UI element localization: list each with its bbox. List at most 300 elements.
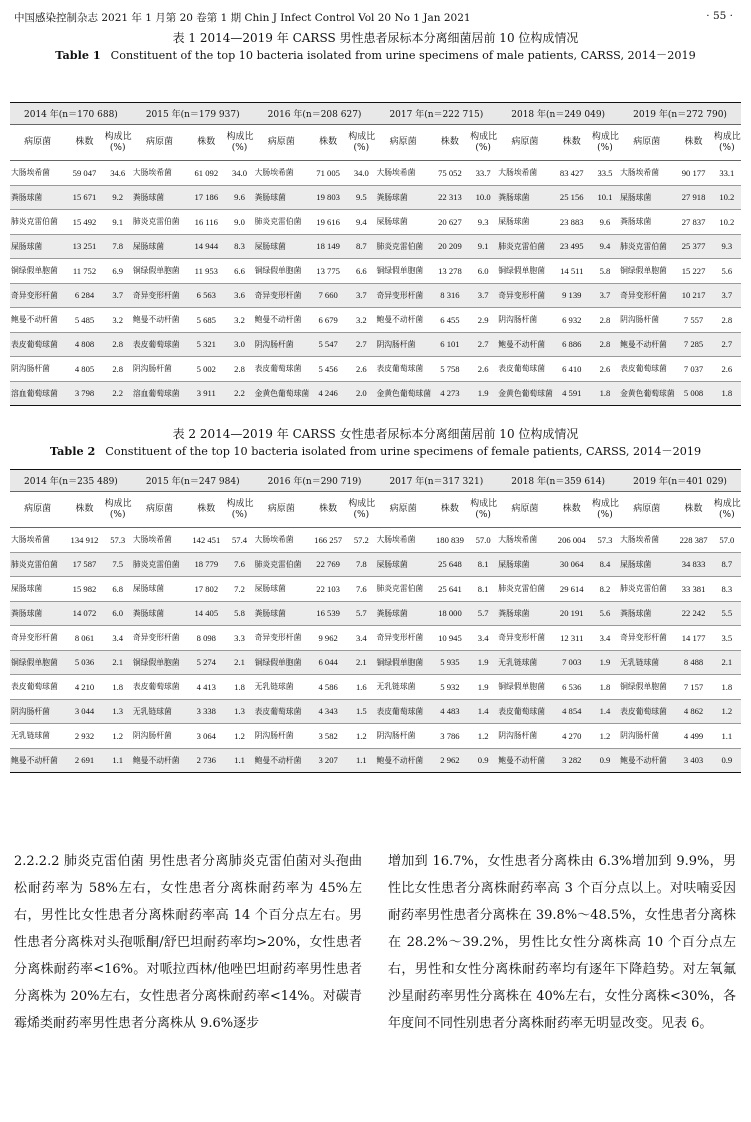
- ratio-cell: 7.2: [225, 577, 253, 602]
- pathogen-cell: 铜绿假单胞菌: [619, 675, 674, 700]
- count-cell: 12 311: [553, 626, 591, 651]
- ratio-cell: 1.9: [469, 675, 497, 700]
- column-header-pathogen: 病原菌: [10, 125, 65, 161]
- count-cell: 25 648: [431, 552, 469, 577]
- ratio-cell: 6.0: [104, 601, 132, 626]
- pathogen-cell: 表皮葡萄球菌: [132, 332, 187, 357]
- count-cell: 59 047: [65, 161, 103, 186]
- ratio-cell: 2.1: [347, 650, 375, 675]
- ratio-cell: 3.4: [104, 626, 132, 651]
- pathogen-cell: 鲍曼不动杆菌: [497, 332, 552, 357]
- ratio-cell: 1.8: [713, 381, 741, 406]
- count-cell: 4 273: [431, 381, 469, 406]
- count-cell: 3 582: [309, 724, 347, 749]
- ratio-cell: 3.7: [713, 283, 741, 308]
- pathogen-cell: 屎肠球菌: [375, 552, 430, 577]
- column-header-count: 株数: [431, 125, 469, 161]
- ratio-cell: 2.2: [104, 381, 132, 406]
- count-cell: 19 803: [309, 185, 347, 210]
- ratio-cell: 1.3: [104, 699, 132, 724]
- pathogen-cell: 无乳链球菌: [375, 675, 430, 700]
- count-cell: 7 157: [674, 675, 712, 700]
- count-cell: 6 410: [553, 357, 591, 382]
- ratio-cell: 8.7: [347, 234, 375, 259]
- year-header: 2017 年(n＝317 321): [375, 470, 497, 492]
- ratio-cell: 1.8: [104, 675, 132, 700]
- pathogen-cell: 屎肠球菌: [497, 552, 552, 577]
- ratio-label: 构成比: [591, 498, 619, 509]
- pathogen-cell: 大肠埃希菌: [375, 528, 430, 553]
- ratio-cell: 3.2: [225, 308, 253, 333]
- count-cell: 4 586: [309, 675, 347, 700]
- pathogen-cell: 奇异变形杆菌: [132, 626, 187, 651]
- ratio-label: 构成比: [713, 131, 741, 142]
- pathogen-cell: 屎肠球菌: [254, 234, 309, 259]
- pathogen-cell: 鲍曼不动杆菌: [254, 748, 309, 773]
- count-cell: 7 003: [553, 650, 591, 675]
- table-row: [10, 699, 741, 724]
- ratio-cell: 2.8: [104, 332, 132, 357]
- ratio-unit: (%): [597, 142, 613, 153]
- pathogen-cell: 奇异变形杆菌: [375, 283, 430, 308]
- column-header-ratio: [347, 125, 375, 161]
- ratio-cell: 5.6: [591, 601, 619, 626]
- ratio-cell: 1.8: [591, 381, 619, 406]
- count-cell: 83 427: [553, 161, 591, 186]
- ratio-cell: 34.0: [225, 161, 253, 186]
- count-cell: 17 802: [187, 577, 225, 602]
- count-cell: 3 282: [553, 748, 591, 773]
- year-header: 2019 年(n＝272 790): [619, 103, 741, 125]
- pathogen-cell: 肺炎克雷伯菌: [10, 210, 65, 235]
- table-row: [10, 161, 741, 186]
- pathogen-cell: 肺炎克雷伯菌: [375, 577, 430, 602]
- count-cell: 5 932: [431, 675, 469, 700]
- ratio-cell: 57.2: [347, 528, 375, 553]
- table-row: [10, 357, 741, 382]
- body-column-left: 2.2.2.2 肺炎克雷伯菌 男性患者分离肺炎克雷伯菌对头孢曲松耐药率为 58%左右，女性患者分离株耐药率为 45%左右，男性比女性患者分离株耐药率高 14 个百分点左右。男性患者分离株对头孢哌酮/舒巴坦耐药率均>20%，女性患者分离株耐药率<16%。对哌拉西林/他唑巴坦耐药率男性患者分离株为 20%左右，女性患者分离株耐药率<14%。对碳青霉烯类耐药率男性患者分离株从 9.6%逐步: [14, 854, 362, 1031]
- ratio-cell: 6.0: [469, 259, 497, 284]
- column-header-count: 株数: [553, 125, 591, 161]
- pathogen-cell: 肺炎克雷伯菌: [619, 234, 674, 259]
- pathogen-cell: 粪肠球菌: [132, 185, 187, 210]
- pathogen-cell: 奇异变形杆菌: [375, 626, 430, 651]
- ratio-unit: (%): [719, 142, 735, 153]
- year-header: 2018 年(n＝359 614): [497, 470, 619, 492]
- table-row: [10, 675, 741, 700]
- pathogen-cell: 屎肠球菌: [10, 577, 65, 602]
- ratio-cell: 1.2: [347, 724, 375, 749]
- count-cell: 166 257: [309, 528, 347, 553]
- ratio-cell: 3.4: [469, 626, 497, 651]
- ratio-label: 构成比: [348, 498, 376, 509]
- count-cell: 23 495: [553, 234, 591, 259]
- pathogen-cell: 表皮葡萄球菌: [619, 357, 674, 382]
- ratio-cell: 3.2: [347, 308, 375, 333]
- pathogen-cell: 阴沟肠杆菌: [619, 724, 674, 749]
- count-cell: 10 217: [674, 283, 712, 308]
- table-row: [10, 283, 741, 308]
- ratio-cell: 1.2: [225, 724, 253, 749]
- ratio-cell: 9.3: [469, 210, 497, 235]
- table-row: [10, 724, 741, 749]
- ratio-cell: 5.7: [469, 601, 497, 626]
- count-cell: 11 752: [65, 259, 103, 284]
- ratio-cell: 8.2: [591, 577, 619, 602]
- count-cell: 2 932: [65, 724, 103, 749]
- ratio-label: 构成比: [226, 498, 254, 509]
- ratio-cell: 2.7: [347, 332, 375, 357]
- ratio-label: 构成比: [226, 131, 254, 142]
- ratio-cell: 1.8: [713, 675, 741, 700]
- count-cell: 206 004: [553, 528, 591, 553]
- count-cell: 2 736: [187, 748, 225, 773]
- count-cell: 5 456: [309, 357, 347, 382]
- count-cell: 6 536: [553, 675, 591, 700]
- pathogen-cell: 表皮葡萄球菌: [254, 357, 309, 382]
- ratio-cell: 34.6: [104, 161, 132, 186]
- count-cell: 3 403: [674, 748, 712, 773]
- count-cell: 3 044: [65, 699, 103, 724]
- table2-title-en: Constituent of the top 10 bacteria isolated from urine specimens of female patients, CARSS, 2014－2019: [105, 445, 702, 458]
- count-cell: 17 587: [65, 552, 103, 577]
- pathogen-cell: 鲍曼不动杆菌: [375, 308, 430, 333]
- pathogen-cell: 铜绿假单胞菌: [132, 650, 187, 675]
- count-cell: 18 000: [431, 601, 469, 626]
- count-cell: 4 808: [65, 332, 103, 357]
- count-cell: 14 072: [65, 601, 103, 626]
- count-cell: 6 679: [309, 308, 347, 333]
- table-row: [10, 626, 741, 651]
- year-header: 2017 年(n＝222 715): [375, 103, 497, 125]
- pathogen-cell: 屎肠球菌: [132, 577, 187, 602]
- ratio-cell: 6.6: [347, 259, 375, 284]
- count-cell: 10 945: [431, 626, 469, 651]
- column-header-ratio: [225, 125, 253, 161]
- ratio-cell: 9.6: [225, 185, 253, 210]
- pathogen-cell: 大肠埃希菌: [10, 161, 65, 186]
- pathogen-cell: 粪肠球菌: [10, 185, 65, 210]
- ratio-cell: 2.9: [469, 308, 497, 333]
- pathogen-cell: 粪肠球菌: [619, 601, 674, 626]
- count-cell: 3 064: [187, 724, 225, 749]
- column-header-pathogen: 病原菌: [375, 125, 430, 161]
- ratio-cell: 3.3: [225, 626, 253, 651]
- pathogen-cell: 屎肠球菌: [375, 210, 430, 235]
- ratio-cell: 10.2: [713, 210, 741, 235]
- count-cell: 6 563: [187, 283, 225, 308]
- year-header: 2014 年(n＝170 688): [10, 103, 132, 125]
- pathogen-cell: 屎肠球菌: [254, 577, 309, 602]
- ratio-cell: 1.6: [347, 675, 375, 700]
- count-cell: 11 953: [187, 259, 225, 284]
- count-cell: 4 591: [553, 381, 591, 406]
- pathogen-cell: 阴沟肠杆菌: [497, 724, 552, 749]
- table-row: [10, 185, 741, 210]
- ratio-cell: 3.0: [225, 332, 253, 357]
- pathogen-cell: 表皮葡萄球菌: [254, 699, 309, 724]
- pathogen-cell: 阴沟肠杆菌: [10, 699, 65, 724]
- ratio-cell: 8.3: [225, 234, 253, 259]
- count-cell: 5 758: [431, 357, 469, 382]
- count-cell: 27 837: [674, 210, 712, 235]
- column-header-ratio: [591, 492, 619, 528]
- ratio-cell: 7.6: [225, 552, 253, 577]
- pathogen-cell: 铜绿假单胞菌: [619, 259, 674, 284]
- ratio-cell: 34.0: [347, 161, 375, 186]
- count-cell: 7 037: [674, 357, 712, 382]
- count-cell: 13 251: [65, 234, 103, 259]
- ratio-cell: 33.5: [591, 161, 619, 186]
- pathogen-cell: 表皮葡萄球菌: [497, 699, 552, 724]
- pathogen-cell: 大肠埃希菌: [619, 528, 674, 553]
- ratio-cell: 2.6: [713, 357, 741, 382]
- pathogen-cell: 粪肠球菌: [375, 185, 430, 210]
- count-cell: 5 685: [187, 308, 225, 333]
- count-cell: 22 242: [674, 601, 712, 626]
- pathogen-cell: 奇异变形杆菌: [619, 626, 674, 651]
- count-cell: 33 381: [674, 577, 712, 602]
- pathogen-cell: 阴沟肠杆菌: [254, 724, 309, 749]
- pathogen-cell: 粪肠球菌: [254, 185, 309, 210]
- column-header-pathogen: 病原菌: [254, 125, 309, 161]
- count-cell: 5 547: [309, 332, 347, 357]
- table-row: [10, 259, 741, 284]
- ratio-cell: 3.7: [591, 283, 619, 308]
- column-header-count: 株数: [187, 125, 225, 161]
- ratio-cell: 9.6: [591, 210, 619, 235]
- ratio-cell: 5.7: [347, 601, 375, 626]
- count-cell: 25 377: [674, 234, 712, 259]
- count-cell: 15 671: [65, 185, 103, 210]
- pathogen-cell: 表皮葡萄球菌: [375, 699, 430, 724]
- count-cell: 15 492: [65, 210, 103, 235]
- count-cell: 6 886: [553, 332, 591, 357]
- pathogen-cell: 无乳链球菌: [497, 650, 552, 675]
- column-header-count: 株数: [674, 125, 712, 161]
- ratio-cell: 33.1: [713, 161, 741, 186]
- pathogen-cell: 金黄色葡萄球菌: [619, 381, 674, 406]
- column-header-ratio: [104, 125, 132, 161]
- ratio-cell: 2.1: [104, 650, 132, 675]
- column-header-ratio: [347, 492, 375, 528]
- pathogen-cell: 阴沟肠杆菌: [132, 357, 187, 382]
- ratio-cell: 0.9: [469, 748, 497, 773]
- pathogen-cell: 大肠埃希菌: [375, 161, 430, 186]
- ratio-cell: 2.1: [225, 650, 253, 675]
- pathogen-cell: 奇异变形杆菌: [497, 283, 552, 308]
- pathogen-cell: 表皮葡萄球菌: [10, 332, 65, 357]
- column-header-pathogen: 病原菌: [10, 492, 65, 528]
- pathogen-cell: 无乳链球菌: [254, 675, 309, 700]
- pathogen-cell: 阴沟肠杆菌: [375, 332, 430, 357]
- count-cell: 2 691: [65, 748, 103, 773]
- pathogen-cell: 大肠埃希菌: [497, 528, 552, 553]
- table-row: [10, 748, 741, 773]
- table1-title-en: Constituent of the top 10 bacteria isolated from urine specimens of male patients, CARSS, 2014－2019: [110, 49, 696, 62]
- count-cell: 71 005: [309, 161, 347, 186]
- pathogen-cell: 屎肠球菌: [497, 210, 552, 235]
- pathogen-cell: 大肠埃希菌: [10, 528, 65, 553]
- pathogen-cell: 屎肠球菌: [132, 234, 187, 259]
- ratio-unit: (%): [597, 509, 613, 520]
- count-cell: 22 769: [309, 552, 347, 577]
- count-cell: 8 316: [431, 283, 469, 308]
- column-header-count: 株数: [65, 125, 103, 161]
- ratio-cell: 3.7: [347, 283, 375, 308]
- ratio-cell: 9.5: [347, 185, 375, 210]
- year-header: 2015 年(n＝247 984): [132, 470, 254, 492]
- count-cell: 4 854: [553, 699, 591, 724]
- ratio-cell: 2.8: [713, 308, 741, 333]
- pathogen-cell: 粪肠球菌: [254, 601, 309, 626]
- column-header-count: 株数: [309, 492, 347, 528]
- count-cell: 20 209: [431, 234, 469, 259]
- count-cell: 61 092: [187, 161, 225, 186]
- table1-caption: [0, 30, 751, 64]
- count-cell: 25 641: [431, 577, 469, 602]
- column-header-count: 株数: [309, 125, 347, 161]
- column-header-count: 株数: [674, 492, 712, 528]
- pathogen-cell: 鲍曼不动杆菌: [132, 748, 187, 773]
- column-header-count: 株数: [65, 492, 103, 528]
- column-header-ratio: [469, 492, 497, 528]
- count-cell: 3 786: [431, 724, 469, 749]
- pathogen-cell: 粪肠球菌: [619, 210, 674, 235]
- pathogen-cell: 肺炎克雷伯菌: [132, 210, 187, 235]
- table-row: [10, 552, 741, 577]
- ratio-unit: (%): [475, 509, 491, 520]
- count-cell: 13 278: [431, 259, 469, 284]
- pathogen-cell: 铜绿假单胞菌: [10, 259, 65, 284]
- ratio-cell: 1.9: [591, 650, 619, 675]
- ratio-label: 构成比: [470, 131, 498, 142]
- ratio-cell: 2.0: [347, 381, 375, 406]
- pathogen-cell: 奇异变形杆菌: [254, 283, 309, 308]
- ratio-cell: 1.8: [225, 675, 253, 700]
- ratio-cell: 10.1: [591, 185, 619, 210]
- pathogen-cell: 阴沟肠杆菌: [619, 308, 674, 333]
- pathogen-cell: 表皮葡萄球菌: [619, 699, 674, 724]
- ratio-label: 构成比: [713, 498, 741, 509]
- count-cell: 3 338: [187, 699, 225, 724]
- ratio-cell: 57.3: [104, 528, 132, 553]
- count-cell: 228 387: [674, 528, 712, 553]
- table-row: [10, 308, 741, 333]
- ratio-cell: 2.8: [591, 308, 619, 333]
- ratio-cell: 3.2: [104, 308, 132, 333]
- ratio-cell: 1.1: [713, 724, 741, 749]
- pathogen-cell: 溶血葡萄球菌: [10, 381, 65, 406]
- ratio-cell: 5.8: [591, 259, 619, 284]
- column-header-pathogen: 病原菌: [497, 492, 552, 528]
- pathogen-cell: 表皮葡萄球菌: [132, 675, 187, 700]
- pathogen-cell: 肺炎克雷伯菌: [132, 552, 187, 577]
- table1: [10, 102, 741, 406]
- pathogen-cell: 表皮葡萄球菌: [497, 357, 552, 382]
- count-cell: 5 036: [65, 650, 103, 675]
- count-cell: 14 944: [187, 234, 225, 259]
- ratio-unit: (%): [109, 142, 126, 153]
- pathogen-cell: 无乳链球菌: [132, 699, 187, 724]
- ratio-cell: 3.7: [104, 283, 132, 308]
- column-header-pathogen: 病原菌: [619, 492, 674, 528]
- ratio-cell: 2.7: [469, 332, 497, 357]
- ratio-cell: 9.4: [347, 210, 375, 235]
- count-cell: 5 321: [187, 332, 225, 357]
- table1-label-en: Table 1: [55, 48, 101, 62]
- count-cell: 5 935: [431, 650, 469, 675]
- ratio-cell: 7.8: [104, 234, 132, 259]
- column-header-pathogen: 病原菌: [132, 125, 187, 161]
- count-cell: 16 539: [309, 601, 347, 626]
- pathogen-cell: 鲍曼不动杆菌: [132, 308, 187, 333]
- pathogen-cell: 表皮葡萄球菌: [10, 675, 65, 700]
- count-cell: 5 002: [187, 357, 225, 382]
- ratio-cell: 6.9: [104, 259, 132, 284]
- column-header-pathogen: 病原菌: [497, 125, 552, 161]
- ratio-cell: 1.4: [591, 699, 619, 724]
- ratio-label: 构成比: [348, 131, 376, 142]
- table2-caption: [0, 426, 751, 460]
- table2: [10, 469, 741, 773]
- column-header-pathogen: 病原菌: [619, 125, 674, 161]
- ratio-cell: 9.0: [225, 210, 253, 235]
- pathogen-cell: 金黄色葡萄球菌: [254, 381, 309, 406]
- year-header: 2018 年(n＝249 049): [497, 103, 619, 125]
- ratio-cell: 6.6: [225, 259, 253, 284]
- pathogen-cell: 鲍曼不动杆菌: [497, 748, 552, 773]
- ratio-unit: (%): [231, 509, 248, 520]
- ratio-cell: 0.9: [713, 748, 741, 773]
- count-cell: 8 488: [674, 650, 712, 675]
- pathogen-cell: 铜绿假单胞菌: [254, 259, 309, 284]
- pathogen-cell: 鲍曼不动杆菌: [619, 332, 674, 357]
- table-row: [10, 577, 741, 602]
- count-cell: 20 191: [553, 601, 591, 626]
- ratio-cell: 0.9: [591, 748, 619, 773]
- count-cell: 2 962: [431, 748, 469, 773]
- count-cell: 6 932: [553, 308, 591, 333]
- count-cell: 9 139: [553, 283, 591, 308]
- count-cell: 14 511: [553, 259, 591, 284]
- count-cell: 6 101: [431, 332, 469, 357]
- column-header-ratio: [713, 125, 741, 161]
- ratio-cell: 7.8: [347, 552, 375, 577]
- pathogen-cell: 铜绿假单胞菌: [254, 650, 309, 675]
- pathogen-cell: 阴沟肠杆菌: [10, 357, 65, 382]
- ratio-cell: 57.4: [225, 528, 253, 553]
- pathogen-cell: 肺炎克雷伯菌: [497, 234, 552, 259]
- pathogen-cell: 奇异变形杆菌: [254, 626, 309, 651]
- pathogen-cell: 奇异变形杆菌: [10, 283, 65, 308]
- pathogen-cell: 铜绿假单胞菌: [10, 650, 65, 675]
- count-cell: 8 061: [65, 626, 103, 651]
- count-cell: 4 499: [674, 724, 712, 749]
- ratio-cell: 1.1: [347, 748, 375, 773]
- ratio-cell: 2.8: [591, 332, 619, 357]
- count-cell: 3 911: [187, 381, 225, 406]
- ratio-label: 构成比: [104, 498, 132, 509]
- pathogen-cell: 铜绿假单胞菌: [132, 259, 187, 284]
- ratio-cell: 3.4: [347, 626, 375, 651]
- pathogen-cell: 大肠埃希菌: [497, 161, 552, 186]
- count-cell: 4 270: [553, 724, 591, 749]
- ratio-label: 构成比: [104, 131, 132, 142]
- pathogen-cell: 粪肠球菌: [497, 601, 552, 626]
- count-cell: 5 485: [65, 308, 103, 333]
- ratio-cell: 2.6: [591, 357, 619, 382]
